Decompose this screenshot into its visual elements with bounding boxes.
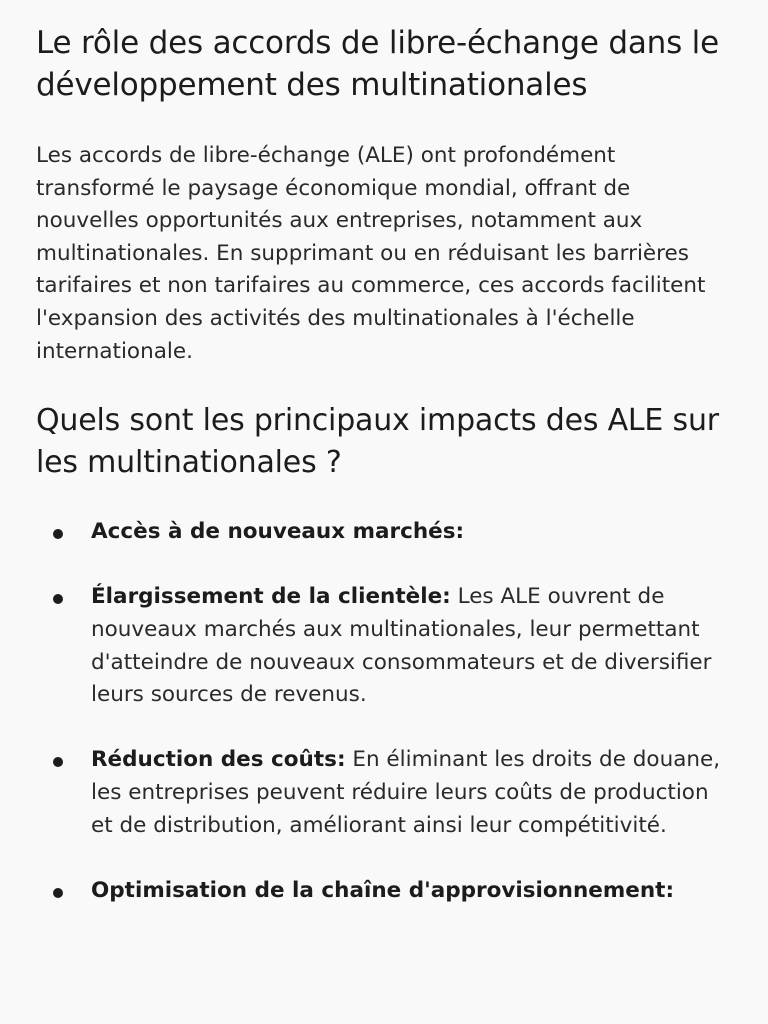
bullet-icon (53, 594, 63, 604)
article-title: Le rôle des accords de libre-échange dans le développement des multinationales (36, 25, 719, 103)
item-term: Optimisation de la chaîne d'approvisionnement: (91, 877, 675, 903)
item-term: Élargissement de la clientèle: (91, 584, 451, 610)
list-item (36, 744, 732, 842)
item-term: Accès à de nouveaux marchés: (91, 519, 465, 545)
bullet-icon (53, 757, 63, 767)
list-item (36, 581, 732, 711)
intro-paragraph: Les accords de libre-échange (ALE) ont profondément transformé le paysage économique mondial, offrant de nouvelles opportunités aux entreprises, notamment aux multinationales. En supprimant ou en réduisant les barrières tarifaires et non tarifaires au commerce, ces accords facilitent l'expansion des activités des multinationales à l'échelle internationale. (36, 143, 706, 364)
item-text: Les ALE ouvrent de nouveaux marchés aux multinationales, leur permettant d'atteindre de nouveaux consommateurs et de diversifier leurs sources de revenus. (91, 584, 712, 708)
item-text: En éliminant les droits de douane, les entreprises peuvent réduire leurs coûts de production et de distribution, améliorant ainsi leur compétitivité. (91, 747, 721, 838)
bullet-icon (53, 529, 63, 539)
section-heading: Quels sont les principaux impacts des ALE sur les multinationales ? (36, 403, 719, 481)
list-item (36, 875, 732, 908)
bullet-icon (53, 888, 63, 898)
item-term: Réduction des coûts: (91, 747, 346, 773)
list-item (36, 516, 732, 549)
impacts-list (36, 516, 732, 907)
